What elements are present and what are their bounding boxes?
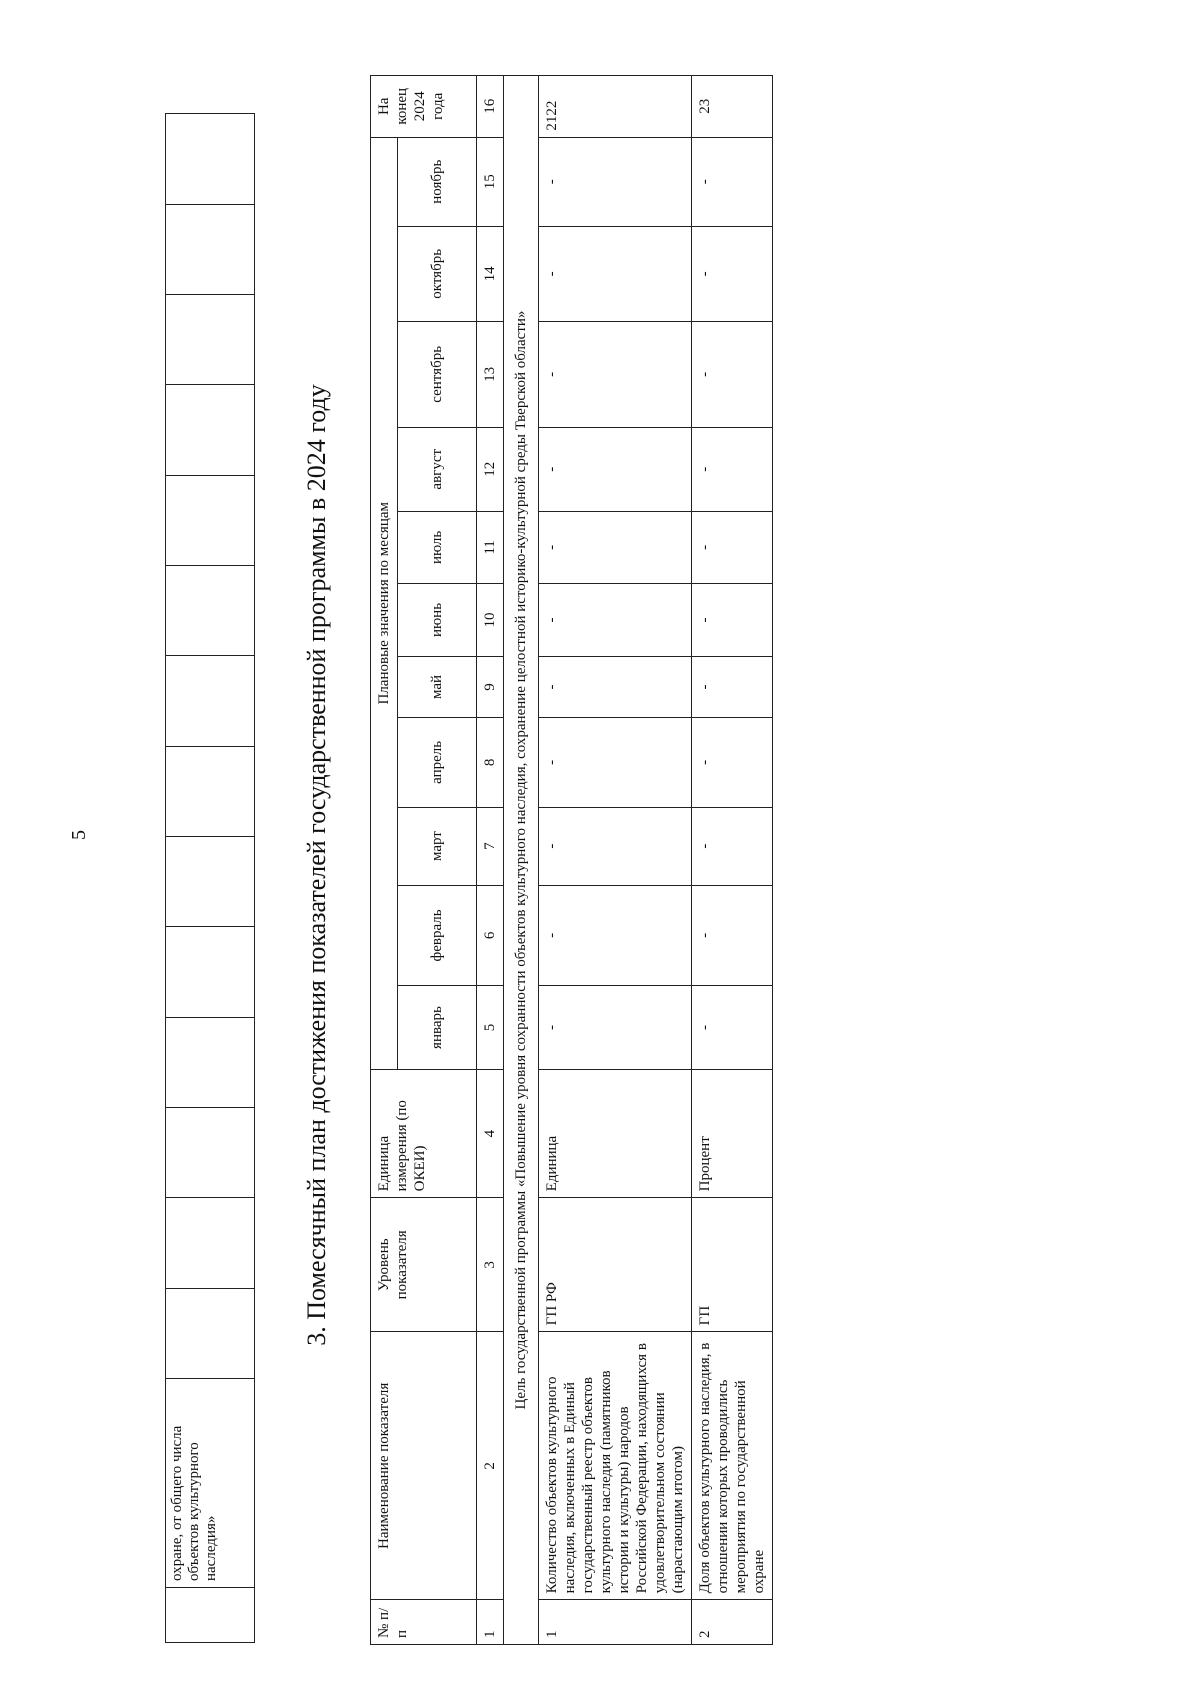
month-value: - [692, 986, 773, 1070]
table-row [539, 76, 692, 1645]
col-number: 8 [477, 718, 504, 807]
section-title: 3. Помесячный план достижения показателей государственной программы в 2024 году [302, 384, 331, 1346]
month-header: август [398, 427, 477, 511]
rotated-page-content [0, 65, 1100, 1665]
row-unit: Процент [692, 1069, 773, 1197]
month-value: - [539, 885, 692, 986]
table-cell [166, 475, 255, 565]
header-plan: Плановые значения по месяцам [371, 137, 398, 1069]
header-end: На конец 2024 года [371, 76, 477, 138]
month-value: - [692, 321, 773, 427]
row-name: Количество объектов культурного наследия, включенных в Единый государственный реестр объектов культурного наследия (памятников истории и культуры) народов Российской Федерации, находящихся в удовлетворительном состоянии (нарастающим итогом) [539, 1332, 692, 1600]
table-row [166, 114, 255, 1643]
table-cell [166, 746, 255, 836]
goal-text: Цель государственной программы «Повышение уровня сохранности объектов культурного наследия, сохранение целостной историко-культурной среды Тверской области» [504, 76, 539, 1645]
col-number: 15 [477, 137, 504, 226]
table-cell [166, 1107, 255, 1197]
col-number: 5 [477, 986, 504, 1070]
table-cell [166, 1017, 255, 1107]
month-value: - [539, 226, 692, 321]
month-value: - [539, 807, 692, 885]
row-level: ГП РФ [539, 1198, 692, 1332]
column-number-row [477, 76, 504, 1645]
month-header: март [398, 807, 477, 885]
goal-row [504, 76, 539, 1645]
previous-table-continuation [165, 113, 255, 1643]
col-number: 4 [477, 1069, 504, 1197]
month-value: - [539, 718, 692, 807]
month-value: - [539, 656, 692, 717]
table-cell: охране, от общего числа объектов культурного наследия» [166, 1379, 255, 1588]
col-number: 2 [477, 1332, 504, 1600]
table-cell [166, 565, 255, 655]
month-value: - [539, 986, 692, 1070]
month-header: январь [398, 986, 477, 1070]
month-value: - [692, 885, 773, 986]
month-value: - [692, 427, 773, 511]
month-header: сентябрь [398, 321, 477, 427]
table-cell [166, 927, 255, 1017]
table-cell [166, 114, 255, 205]
month-header: апрель [398, 718, 477, 807]
month-value: - [539, 584, 692, 657]
month-header: май [398, 656, 477, 717]
table-cell [166, 204, 255, 294]
month-value: - [539, 511, 692, 584]
table-cell [166, 656, 255, 746]
row-name: Доля объектов культурного наследия, в отношении которых проводились мероприятия по государственной охране [692, 1332, 773, 1600]
table-cell [166, 836, 255, 926]
col-number: 12 [477, 427, 504, 511]
month-value: - [692, 511, 773, 584]
month-value: - [692, 718, 773, 807]
month-header: февраль [398, 885, 477, 986]
row-level: ГП [692, 1198, 773, 1332]
month-value: - [539, 427, 692, 511]
col-number: 10 [477, 584, 504, 657]
col-number: 7 [477, 807, 504, 885]
month-header: июнь [398, 584, 477, 657]
table-header-row [371, 76, 398, 1645]
col-number: 3 [477, 1198, 504, 1332]
month-header: июль [398, 511, 477, 584]
col-number: 9 [477, 656, 504, 717]
col-number: 14 [477, 226, 504, 321]
row-end-value: 2122 [539, 76, 692, 138]
month-value: - [692, 656, 773, 717]
month-header: ноябрь [398, 137, 477, 226]
table-cell [166, 1198, 255, 1288]
table-cell [166, 385, 255, 475]
table-cell [166, 1588, 255, 1643]
month-value: - [692, 226, 773, 321]
header-name: Наименование показателя [371, 1332, 477, 1600]
month-value: - [692, 807, 773, 885]
month-value: - [692, 584, 773, 657]
col-number: 11 [477, 511, 504, 584]
monthly-plan-table [370, 75, 773, 1645]
table-cell [166, 1288, 255, 1378]
month-value: - [539, 321, 692, 427]
col-number: 16 [477, 76, 504, 138]
row-end-value: 23 [692, 76, 773, 138]
row-unit: Единица [539, 1069, 692, 1197]
header-unit: Единица измерения (по ОКЕИ) [371, 1069, 477, 1197]
page-number: 5 [68, 830, 90, 840]
col-number: 6 [477, 885, 504, 986]
month-value: - [692, 137, 773, 226]
month-value: - [539, 137, 692, 226]
col-number: 1 [477, 1600, 504, 1645]
header-level: Уровень показателя [371, 1198, 477, 1332]
table-cell [166, 294, 255, 384]
col-number: 13 [477, 321, 504, 427]
row-num: 2 [692, 1600, 773, 1645]
month-header: октябрь [398, 226, 477, 321]
table-row [692, 76, 773, 1645]
row-num: 1 [539, 1600, 692, 1645]
header-num: № п/п [371, 1600, 477, 1645]
